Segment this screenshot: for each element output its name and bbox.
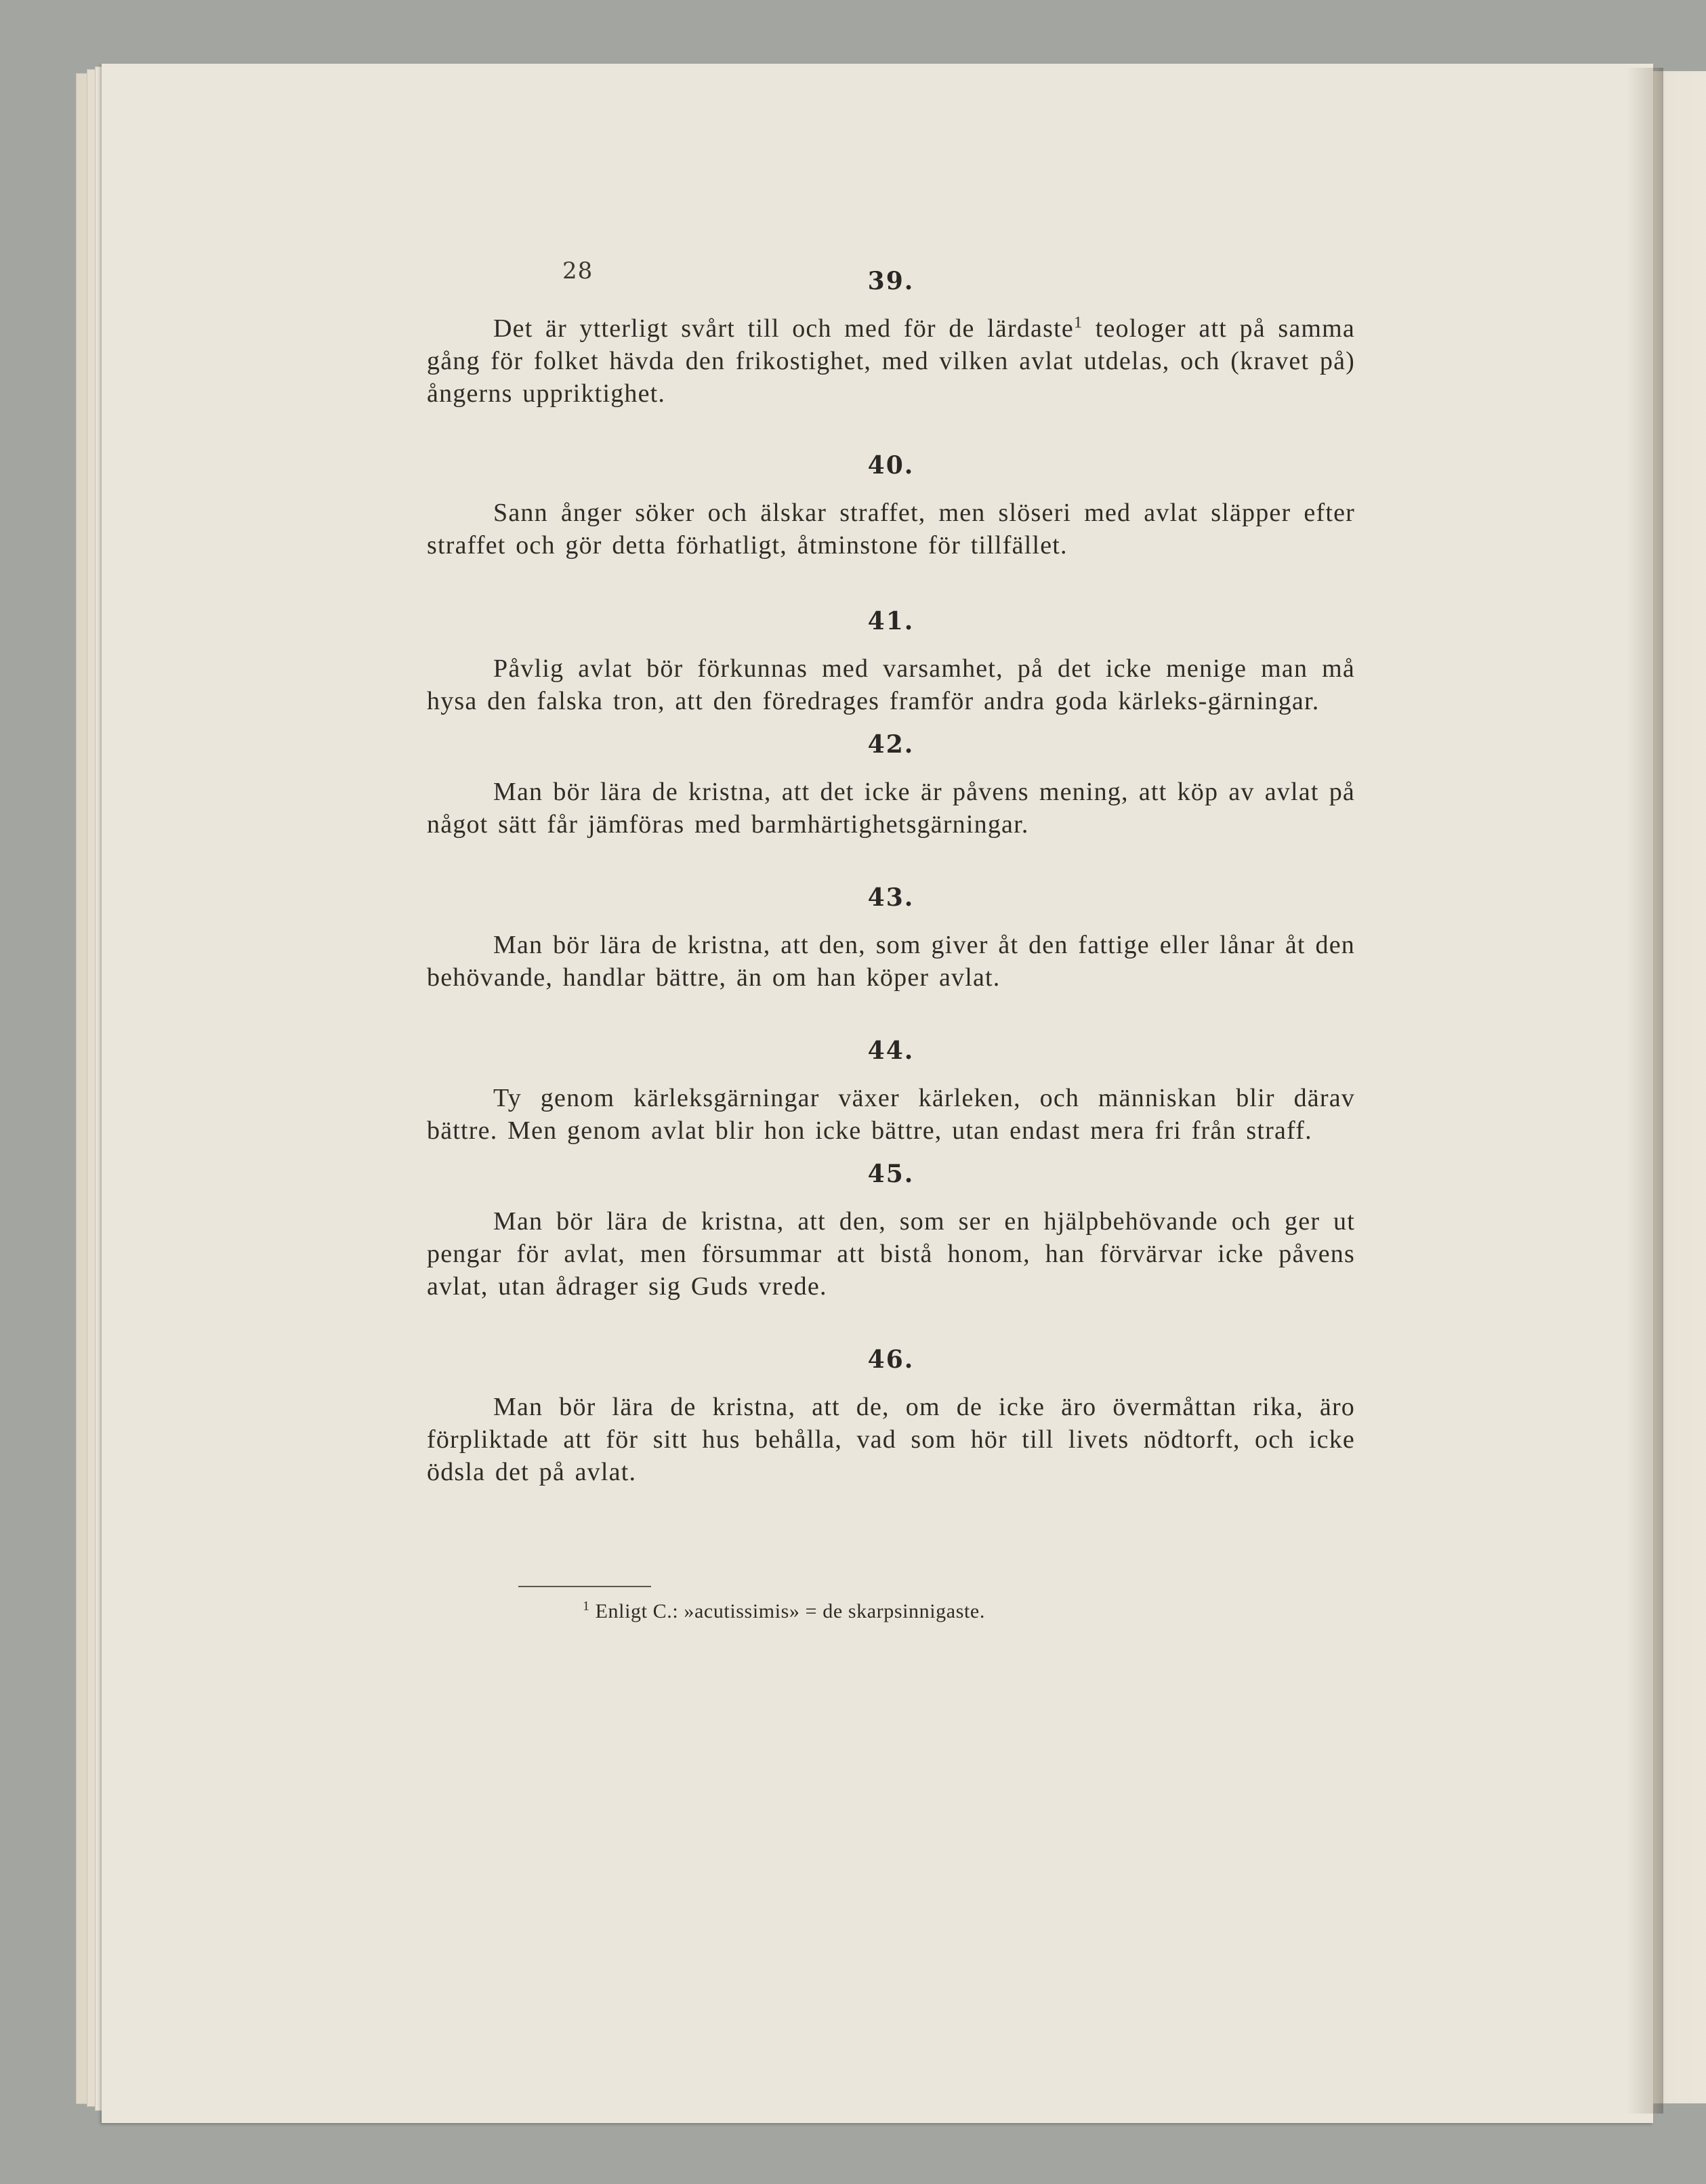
thesis-45: [427, 1160, 1355, 1303]
thesis-number: 41.: [867, 607, 915, 635]
thesis-41: [427, 608, 1355, 717]
thesis-43: [427, 884, 1355, 994]
gutter-shadow: [1626, 68, 1663, 2114]
thesis-text: Man bör lära de kristna, att de, om de icke äro övermåttan rika, äro förpliktade att för sitt hus behålla, vad som hör till livets nödtorft, och icke ödsla det på avlat.: [427, 1393, 1355, 1486]
footnote-mark: 1: [583, 1599, 590, 1614]
thesis-40: [427, 452, 1355, 562]
footnote-text: Enligt C.: »acutissimis» = de skarpsinnigaste.: [595, 1600, 985, 1622]
theses-text-block: [427, 268, 1355, 1488]
thesis-text: Sann ånger söker och älskar straffet, men slöseri med avlat släpper efter straffet och gör detta förhatligt, åtminstone för tillfället.: [427, 499, 1355, 560]
thesis-44: [427, 1037, 1355, 1147]
thesis-text: Man bör lära de kristna, att det icke är påvens mening, att köp av avlat på något sätt får jämföras med barmhärtighetsgärningar.: [427, 778, 1355, 839]
thesis-text-part: teologer att på samma gång för folket hävda den frikostighet, med vilken avlat utdelas, och (kravet på) ångerns uppriktighet.: [427, 314, 1355, 408]
footnote-reference: 1: [1073, 314, 1083, 332]
thesis-42: [427, 731, 1355, 841]
thesis-number: 39.: [867, 267, 915, 295]
footnote-divider: [518, 1586, 651, 1587]
thesis-text: Man bör lära de kristna, att den, som giver åt den fattige eller lånar åt den behövande, handlar bättre, än om han köper avlat.: [427, 931, 1355, 992]
thesis-number: 40.: [867, 451, 915, 480]
thesis-number: 42.: [867, 730, 915, 759]
thesis-number: 45.: [867, 1160, 915, 1188]
thesis-number: 46.: [867, 1345, 915, 1374]
thesis-text: Man bör lära de kristna, att den, som ser en hjälpbehövande och ger ut pengar för avlat, men försummar att bistå honom, han förvärvar icke påvens avlat, utan ådrager sig Guds vrede.: [427, 1207, 1355, 1301]
thesis-46: [427, 1346, 1355, 1488]
thesis-number: 43.: [867, 883, 915, 912]
footnote: [583, 1600, 985, 1623]
page-number: 28: [562, 257, 594, 285]
thesis-39: [427, 268, 1355, 410]
thesis-number: 44.: [867, 1036, 915, 1065]
thesis-text-part: Det är ytterligt svårt till och med för de lärdaste: [493, 314, 1074, 343]
thesis-text: [427, 312, 1355, 410]
thesis-text: Påvlig avlat bör förkunnas med varsamhet, på det icke menige man må hysa den falska tron, att den föredrages framför andra goda kärleks-gärningar.: [427, 654, 1355, 715]
thesis-text: Ty genom kärleksgärningar växer kärleken, och människan blir därav bättre. Men genom avlat blir hon icke bättre, utan endast mera fri från straff.: [427, 1084, 1355, 1145]
